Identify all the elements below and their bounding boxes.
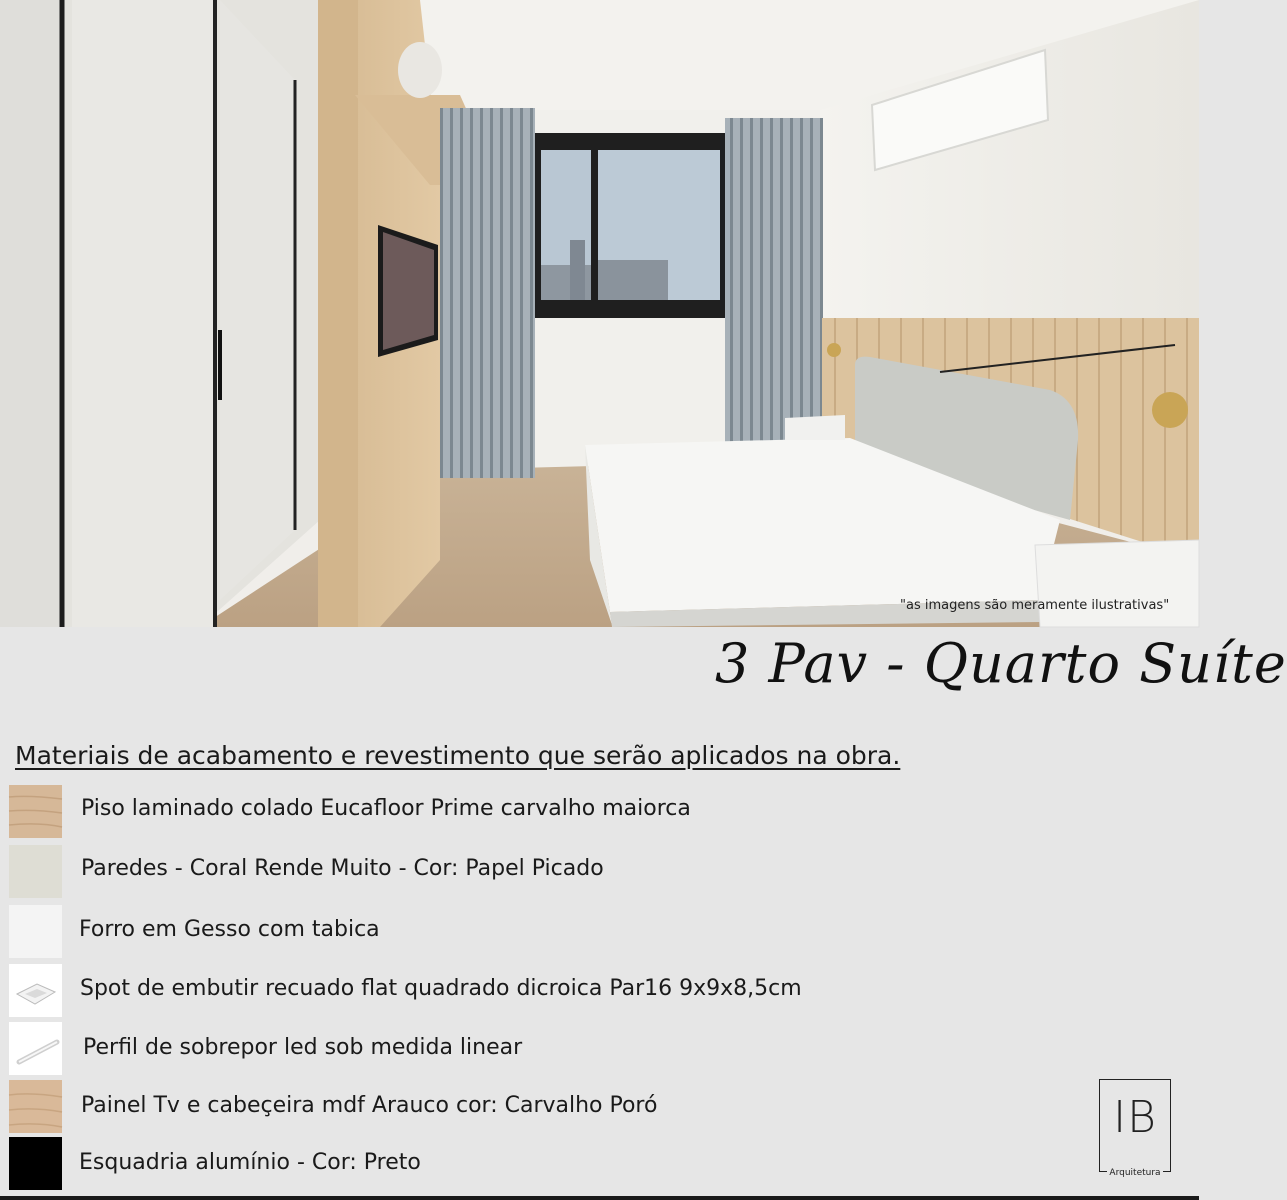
material-label-frame: Esquadria alumínio - Cor: Preto [79, 1150, 421, 1175]
swatch-aluminum-frame-icon [9, 1137, 62, 1190]
room-title: 3 Pav - Quarto Suíte [715, 632, 1287, 695]
materials-heading: Materiais de acabamento e revestimento que serão aplicados na obra. [15, 741, 901, 770]
swatch-spotlight-icon [9, 964, 62, 1017]
material-label-led: Perfil de sobrepor led sob medida linear [83, 1035, 523, 1060]
material-label-spot: Spot de embutir recuado flat quadrado dicroica Par16 9x9x8,5cm [80, 976, 802, 1001]
material-label-ceiling: Forro em Gesso com tabica [79, 917, 380, 942]
logo-subtitle: Arquitetura [1109, 1168, 1161, 1178]
material-label-walls: Paredes - Coral Rende Muito - Cor: Papel Picado [81, 856, 604, 881]
disclaimer-text: "as imagens são meramente ilustrativas" [900, 598, 1170, 613]
material-label-panel: Painel Tv e cabeçeira mdf Arauco cor: Carvalho Poró [81, 1093, 658, 1118]
swatch-led-profile-icon [9, 1022, 62, 1075]
swatch-floor-wood-icon [9, 785, 62, 838]
ib-arquitetura-logo [1099, 1079, 1171, 1178]
logo-monogram: IB [1113, 1092, 1157, 1143]
material-label-floor: Piso laminado colado Eucafloor Prime carvalho maiorca [81, 796, 691, 821]
swatch-wall-paint-icon [9, 845, 62, 898]
swatch-wood-panel-icon [9, 1080, 62, 1133]
swatch-ceiling-icon [9, 905, 62, 958]
bedroom-render-image [0, 0, 1199, 627]
bottom-divider [0, 1196, 1199, 1200]
